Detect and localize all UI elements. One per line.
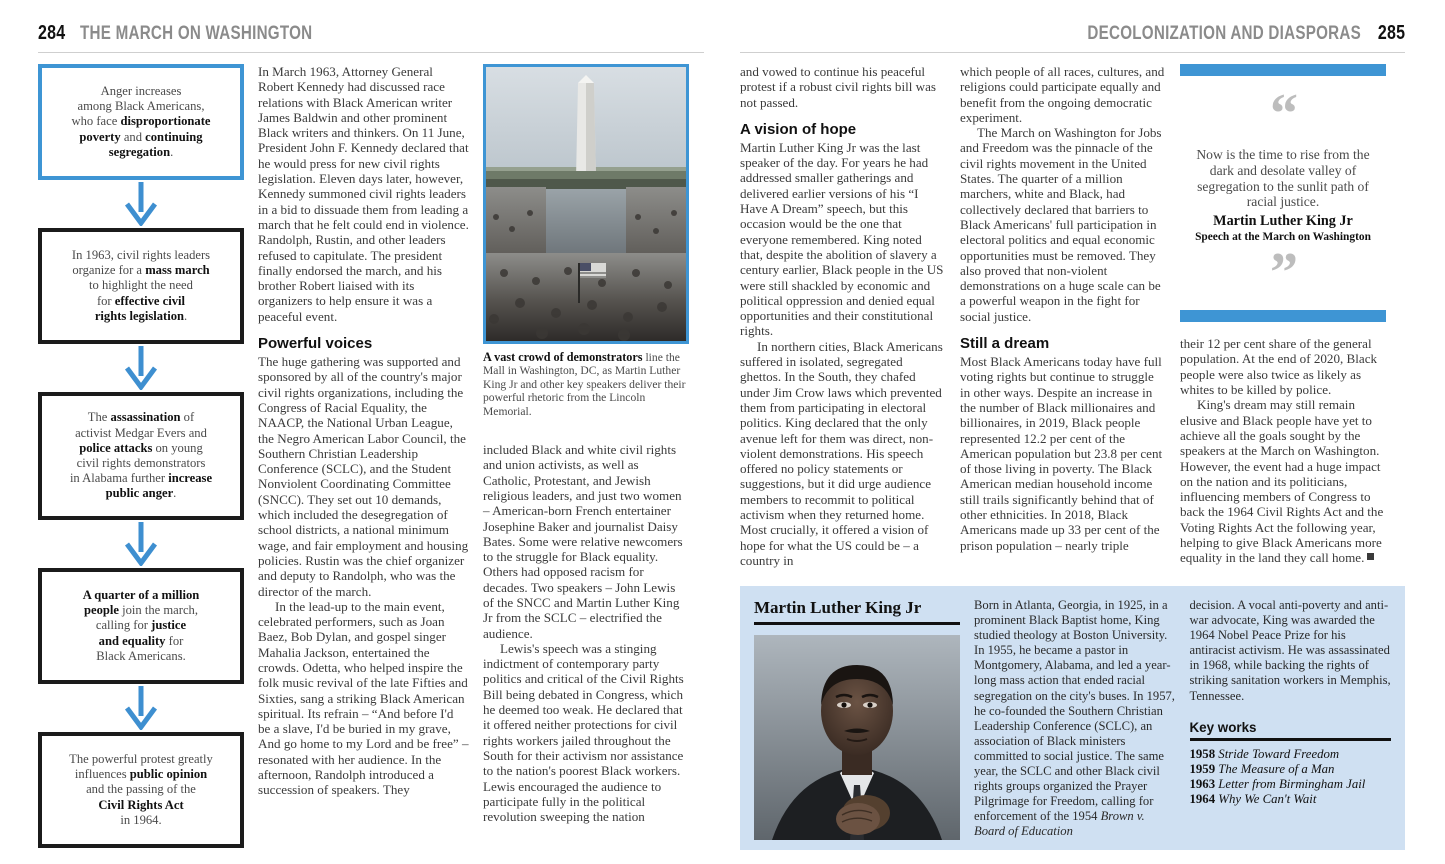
key-works-list xyxy=(1190,747,1392,808)
bio-text-body: Born in Atlanta, Georgia, in 1925, in a prominent Black Baptist home, King studied theology at Boston University. In 1955, he became a pastor in Montgomery, Alabama, and led a year-long mass action that ended racial segregation on the city's buses. In 1957, he co-founded the Southern Christian Leadership Conference (SCLC), an association of Black ministers committed to social justice. The same year, the SCLC and other Black civil rights groups organized the Prayer Pilgrimage for Freedom, calling for enforcement of the 1954 xyxy=(974,598,1175,824)
quote-source: Speech at the March on Washington xyxy=(1195,231,1371,244)
left-c3-para-1: included Black and white civil rights and union activists, as well as Catholic, Protestant, and Jewish religious leaders, and just two women – American-born French entertainer Josephine Baker and journalist Daisy Bates. Some were relative newcomers to the struggle for Black equality. Others had opposed racism for decades. Two speakers – John Lewis of the SNCC and Martin Luther King Jr from the SCLC – electrified the audience. xyxy=(483,442,683,641)
key-works-heading: Key works xyxy=(1189,719,1257,735)
photo-caption xyxy=(483,351,689,418)
quote-top-bar xyxy=(1180,64,1386,76)
right-c1-para-2: Martin Luther King Jr was the last speaker of the day. For years he had addressed smaller gatherings and delivered earlier versions of his “I Have A Dream” speech, but this occasion would be the one that everyone remembered. King noted that, despite the abolition of slavery a century earlier, Black people in the US were still shackled by economic and political oppression and denied equal opportunities and their constitutional rights. xyxy=(740,139,944,339)
key-work-item xyxy=(1190,747,1392,762)
portrait-photograph xyxy=(754,635,960,840)
right-c1-para-3: In northern cities, Black Americans suffered in isolated, segregated ghettos. In the South, they chafed under Jim Crow laws which prevented them from participating in electoral politics. King declared that the only avenue left for them was direct, non-violent demonstrations. His speech offered no policy statements or suggestions, but it did urge audience members to recommit to political activism when they returned home. Most crucially, it offered a vision of hope for what the US could be – a country in xyxy=(740,338,943,568)
pull-quote xyxy=(1180,64,1386,322)
right-c2-heading: Still a dream xyxy=(960,335,1050,353)
left-columns xyxy=(38,64,704,848)
right-c3-para-2 xyxy=(1180,397,1386,565)
flowchart-box-1-text: Anger increases among Black Americans, who face disproportionate poverty and continuing segregation. xyxy=(71,83,211,159)
left-c2-para-2: The huge gathering was supported and sponsored by all of the country's major civil rights organizations, including the Congress of Racial Equality, the NAACP, the National Urban League, the Negro American Labor Council, the Southern Christian Leadership Conference (SCLC), and the Student Nonviolent Coordinating Committee (SNCC). They set out 10 demands, which included the desegregation of school districts, a national minimum wage, and fair employment and housing policies. Rustin was the chief organizer and deputy to Randolph, who was the director of the march. xyxy=(258,354,469,599)
quote-text: Now is the time to rise from the dark and desolate valley of segregation to the sunlit path of racial justice. xyxy=(1196,147,1370,210)
flow-arrow-1 xyxy=(38,180,244,228)
arrow-down-icon xyxy=(124,182,158,226)
flowchart-box-5 xyxy=(38,732,244,848)
key-work-year: 1958 xyxy=(1189,746,1216,761)
bio-portrait-column xyxy=(754,598,960,840)
flow-arrow-4 xyxy=(38,684,244,732)
quote-close-mark: ” xyxy=(1270,242,1296,305)
key-work-title: Letter from Birmingham Jail xyxy=(1218,777,1366,792)
left-column-3 xyxy=(483,64,689,848)
quote-bottom-bar xyxy=(1180,310,1386,322)
flowchart-box-5-text: The powerful protest greatly influences public opinion and the passing of the Civil Rights Act in 1964. xyxy=(69,751,213,827)
crowd-photograph xyxy=(486,67,686,341)
quote-close-mark-wrap xyxy=(1180,243,1386,310)
arrow-down-icon xyxy=(124,346,158,390)
left-c2-para-3: In the lead-up to the main event, celebrated performers, such as Joan Baez, Bob Dylan, and gospel singer Mahalia Jackson, entertained the crowds. Odetta, who helped inspire the folk music revival of the late Fifties and Sixties, sang a striking Black American spiritual. Its refrain – “And before I'd be a slave, I'd be buried in my grave, And go home to my Lord and be free” – resonated with her audience. In the afternoon, Randolph introduced a succession of speakers. They xyxy=(258,598,469,798)
bio-text-italic-title: Brown v. Board of Education xyxy=(974,809,1145,839)
biography-panel xyxy=(740,586,1405,850)
quote-attribution: Martin Luther King Jr xyxy=(1213,213,1353,230)
flow-arrow-3 xyxy=(38,520,244,568)
quote-open-mark: “ xyxy=(1270,83,1296,145)
flowchart-box-3 xyxy=(38,392,244,520)
bio-text-part-1 xyxy=(974,598,1176,840)
key-work-title: The Measure of a Man xyxy=(1218,761,1335,776)
right-page xyxy=(722,0,1445,864)
end-of-article-mark xyxy=(1367,553,1374,560)
left-chapter-title: THE MARCH ON WASHINGTON xyxy=(80,23,313,44)
key-work-item xyxy=(1190,792,1392,807)
key-work-title: Stride Toward Freedom xyxy=(1218,746,1340,761)
key-work-year: 1964 xyxy=(1189,792,1216,807)
bio-keyworks-column xyxy=(1190,598,1392,840)
left-page-number: 284 xyxy=(38,22,66,44)
flowchart-box-1 xyxy=(38,64,244,180)
key-work-year: 1959 xyxy=(1189,761,1216,776)
right-c1-para-1: and vowed to continue his peaceful protest if a robust civil rights bill was not passed. xyxy=(740,64,937,110)
right-c2-para-1: which people of all races, cultures, and religions could participate equally and benefit from the ongoing democratic experiment. xyxy=(960,64,1165,125)
left-column-2 xyxy=(258,64,469,848)
arrow-down-icon xyxy=(124,522,158,566)
right-chapter-title: DECOLONIZATION AND DIASPORAS xyxy=(1087,23,1361,44)
flowchart-box-4-text: A quarter of a million people join the march, calling for justice and equality for Black Americans. xyxy=(82,587,200,663)
right-columns xyxy=(740,64,1405,568)
key-work-year: 1963 xyxy=(1189,777,1216,792)
right-running-head xyxy=(740,22,1405,53)
arrow-down-icon xyxy=(124,686,158,730)
bio-text-part-2: decision. A vocal anti-poverty and anti-war advocate, King was awarded the 1964 Nobel Peace Prize for his antiracist activism. He was assassinated in 1968, while backing the rights of striking sanitation workers in Memphis, Tennessee. xyxy=(1189,598,1391,703)
flowchart-box-3-text: The assassination of activist Medgar Evers and police attacks on young civil rights demonstrators in Alabama further increase public anger. xyxy=(69,410,213,501)
flowchart-box-2-text: In 1963, civil rights leaders organize for a mass march to highlight the need for effective civil rights legislation. xyxy=(71,247,211,323)
left-c2-heading: Powerful voices xyxy=(258,335,373,353)
key-works-rule xyxy=(1190,738,1392,741)
right-column-1 xyxy=(740,64,946,568)
mlk-portrait xyxy=(754,635,960,840)
right-c3-para-2-text: King's dream may still remain elusive and Black people have yet to achieve all the goals sought by the speakers at the March on Washington. However, the event had a huge impact on the nation and its politicians, influencing members of Congress to back the 1964 Civil Rights Act and the Voting Rights Act the following year, helping to give Black Americans more equality in the land they call home. xyxy=(1180,397,1384,566)
march-photo xyxy=(483,64,689,344)
right-c3-para-1: their 12 per cent share of the general population. At the end of 2020, Black people were also twice as likely as whites to be killed by police. xyxy=(1180,336,1378,398)
bio-title: Martin Luther King Jr xyxy=(754,598,960,625)
right-c1-heading: A vision of hope xyxy=(740,120,857,138)
left-c2-para-1: In March 1963, Attorney General Robert Kennedy had discussed race relations with Black American writer James Baldwin and other prominent Black writers and thinkers. On 11 June, President John F. Kennedy declared that he would press for new civil rights legislation. Eleven days later, however, Kennedy summoned civil rights leaders in a bid to dissuade them from leading a march that he felt could end in violence. Randolph, Rustin, and other leaders refused to capitulate. The president finally endorsed the march, and his brother Robert liaised with its organizers to help ensure it was a peaceful event. xyxy=(258,64,469,324)
right-column-3 xyxy=(1180,64,1386,568)
right-c2-para-3: Most Black Americans today have full voting rights but continue to struggle in other ways. Despite an increase in the number of Black millionaires and billionaires, in 2019, Black people represented 12.2 per cent of the American population but 23.8 per cent of those living in poverty. The Black American median household income still trails significantly behind that of other ethnicities. In 2018, Black Americans made up 33 per cent of the prison population – nearly triple xyxy=(960,354,1163,553)
photo-caption-lead: A vast crowd of demonstrators xyxy=(483,350,643,364)
flowchart-box-2 xyxy=(38,228,244,344)
right-page-number: 285 xyxy=(1377,22,1405,44)
left-page xyxy=(0,0,722,864)
flow-arrow-2 xyxy=(38,344,244,392)
left-c3-para-2: Lewis's speech was a stinging indictment of contemporary party politics and critical of the Civil Rights Bill being debated in Congress, which he deemed too weak. He declared that it offered neither protections for civil rights workers jailed throughout the South for their activism nor assistance to the nation's poorest Black workers. Lewis encouraged the audience to participate fully in the political revolution sweeping the nation xyxy=(483,640,684,825)
key-work-item xyxy=(1190,762,1392,777)
flowchart xyxy=(38,64,244,848)
right-column-2 xyxy=(960,64,1166,568)
photo-caption-rest: line the Mall in Washington, DC, as Martin Luther King Jr and other key speakers deliver their powerful rhetoric from the Lincoln Memorial. xyxy=(483,351,686,418)
key-work-item xyxy=(1190,777,1392,792)
right-c2-para-2: The March on Washington for Jobs and Freedom was the pinnacle of the civil rights movement in the United States. The quarter of a million marchers, white and Black, had collectively declared that barriers to Black Americans' full participation in electoral politics and equal economic opportunities must be removed. They also proved that non-violent demonstrations on a huge scale can be a powerful weapon in the fight for social justice. xyxy=(960,125,1162,324)
quote-open-mark-wrap xyxy=(1180,76,1386,147)
left-running-head xyxy=(38,22,704,53)
key-work-title: Why We Can't Wait xyxy=(1218,792,1317,807)
bio-text-column xyxy=(974,598,1176,840)
flowchart-box-4 xyxy=(38,568,244,684)
